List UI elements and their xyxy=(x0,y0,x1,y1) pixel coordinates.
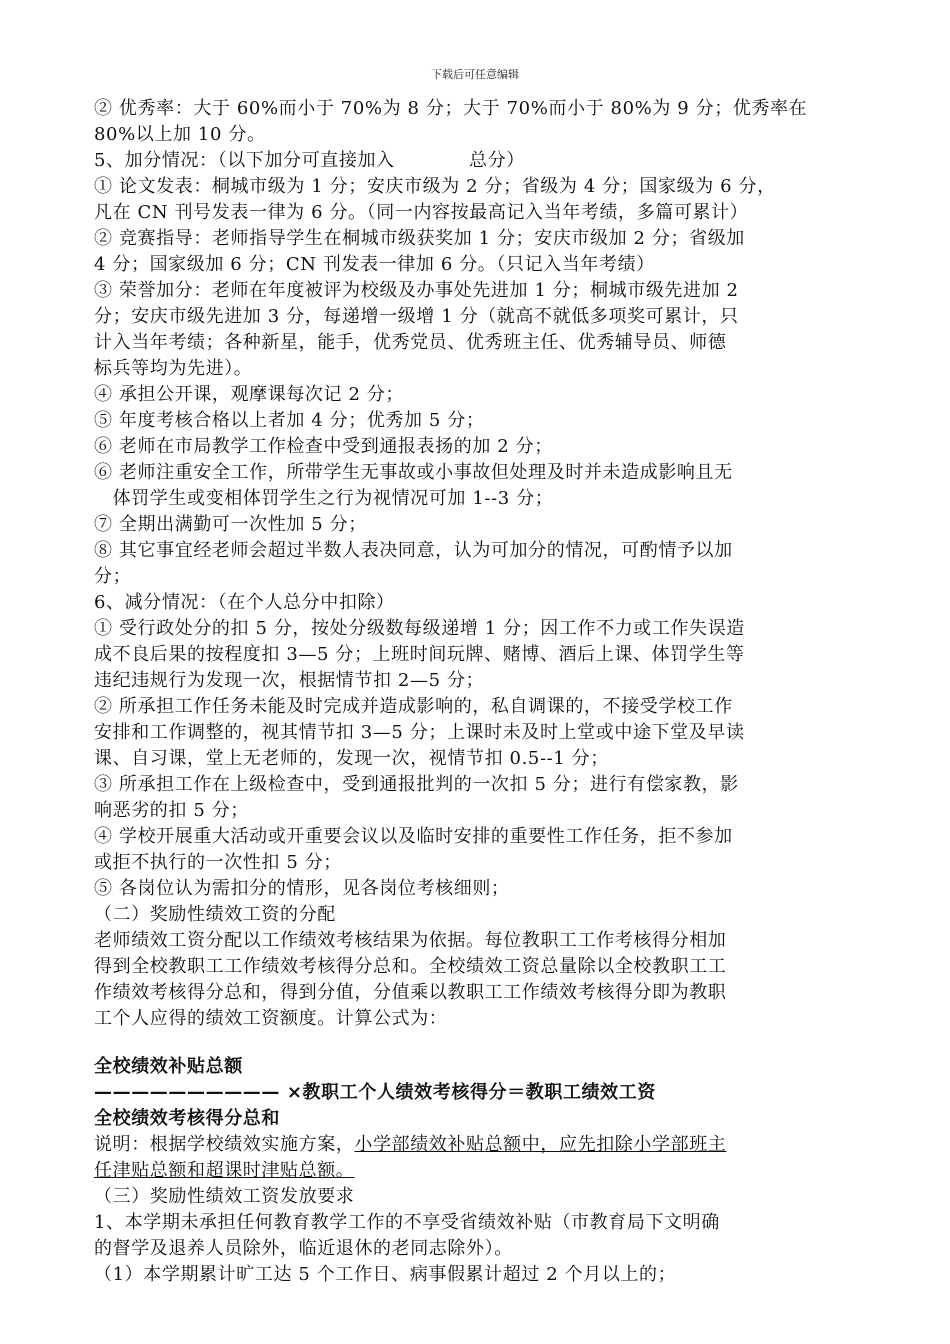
text-line: 违纪违规行为发现一次，根据情节扣 2—5 分； xyxy=(94,670,485,691)
text-line: ⑧ 其它事宜经老师会超过半数人表决同意，认为可加分的情况，可酌情予以加 xyxy=(94,540,733,561)
text-line: 得到全校教职工工作绩效考核得分总和。全校绩效工资总量除以全校教职工工 xyxy=(94,956,727,977)
text-line: 课、自习课，堂上无老师的，发现一次，视情节扣 0.5--1 分； xyxy=(94,748,609,769)
text-line: 作绩效考核得分总和，得到分值，分值乘以教职工工作绩效考核得分即为教职 xyxy=(94,982,727,1003)
text-line: 4 分；国家级加 6 分；CN 刊发表一律加 6 分。（只记入当年考绩） xyxy=(94,254,655,275)
text-line: ② 所承担工作任务未能及时完成并造成影响的，私自调课的，不接受学校工作 xyxy=(94,696,733,717)
text-line: （1）本学期累计旷工达 5 个工作日、病事假累计超过 2 个月以上的； xyxy=(94,1264,677,1285)
note-underlined-text: 任津贴总额和超课时津贴总额。 xyxy=(94,1160,355,1181)
text-line: 工个人应得的绩效工资额度。计算公式为： xyxy=(94,1008,448,1029)
note-underlined-text: 小学部绩效补贴总额中，应先扣除小学部班主 xyxy=(354,1134,727,1155)
text-line: 响恶劣的扣 5 分； xyxy=(94,800,249,821)
note-prefix: 说明：根据学校绩效实施方案， xyxy=(94,1134,355,1155)
text-line: 成不良后果的按程度扣 3—5 分；上班时间玩牌、赌博、酒后上课、体罚学生等 xyxy=(94,644,745,665)
text-line: 的督学及退养人员除外，临近退休的老同志除外）。 xyxy=(94,1238,513,1259)
text-line: 凡在 CN 刊号发表一律为 6 分。（同一内容按最高记入当年考绩，多篇可累计） xyxy=(94,202,749,223)
document-body xyxy=(94,96,864,1288)
spacer xyxy=(94,1032,864,1054)
page-header: 下载后可任意编辑 xyxy=(431,68,519,81)
text-line: ③ 荣誉加分：老师在年度被评为校级及办事处先进加 1 分；桐城市级先进加 2 xyxy=(94,280,739,301)
note-line xyxy=(94,1132,864,1158)
text-line: ⑥ 老师在市局教学工作检查中受到通报表扬的加 2 分； xyxy=(94,436,553,457)
section-heading: 6、减分情况：（在个人总分中扣除） xyxy=(94,592,395,613)
formula-numerator: 全校绩效补贴总额 xyxy=(94,1056,243,1077)
text-line: 分； xyxy=(94,566,132,587)
text-line: 安排和工作调整的，视其情节扣 3—5 分；上课时未及时上堂或中途下堂及早读 xyxy=(94,722,745,743)
text-line: 标兵等均为先进）。 xyxy=(94,358,253,379)
text-line: ③ 所承担工作在上级检查中，受到通报批判的一次扣 5 分；进行有偿家教，影 xyxy=(94,774,739,795)
text-line: 分；安庆市级先进加 3 分，每递增一级增 1 分（就高不就低多项奖可累计，只 xyxy=(94,306,739,327)
text-line: ① 受行政处分的扣 5 分，按处分级数每级递增 1 分；因工作不力或工作失误造 xyxy=(94,618,745,639)
text-line: ⑦ 全期出满勤可一次性加 5 分； xyxy=(94,514,367,535)
text-line: ⑥ 老师注重安全工作，所带学生无事故或小事故但处理及时并未造成影响且无 xyxy=(94,462,733,483)
formula-bar-line: —————————— ×教职工个人绩效考核得分＝教职工绩效工资 xyxy=(94,1082,656,1103)
text-line: 体罚学生或变相体罚学生之行为视情况可加 1--3 分； xyxy=(94,488,554,509)
text-line: 1、本学期未承担任何教育教学工作的不享受省绩效补贴（市教育局下文明确 xyxy=(94,1212,720,1233)
text-line: ④ 承担公开课，观摩课每次记 2 分； xyxy=(94,384,405,405)
text-line: ⑤ 各岗位认为需扣分的情形，见各岗位考核细则； xyxy=(94,878,510,899)
text-line: ⑤ 年度考核合格以上者加 4 分；优秀加 5 分； xyxy=(94,410,485,431)
formula-denominator: 全校绩效考核得分总和 xyxy=(94,1108,280,1129)
text-line: ② 竞赛指导：老师指导学生在桐城市级获奖加 1 分；安庆市级加 2 分；省级加 xyxy=(94,228,745,249)
section-heading: 5、加分情况：（以下加分可直接加入 总分） xyxy=(94,150,525,171)
section-heading: （二）奖励性绩效工资的分配 xyxy=(94,904,336,925)
text-line: ④ 学校开展重大活动或开重要会议以及临时安排的重要性工作任务，拒不参加 xyxy=(94,826,733,847)
section-heading: （三）奖励性绩效工资发放要求 xyxy=(94,1186,355,1207)
text-line: 老师绩效工资分配以工作绩效考核结果为依据。每位教职工工作考核得分相加 xyxy=(94,930,727,951)
text-line: 80%以上加 10 分。 xyxy=(94,124,266,145)
text-line: ① 论文发表：桐城市级为 1 分；安庆市级为 2 分；省级为 4 分；国家级为 6 分， xyxy=(94,176,776,197)
text-line: 或拒不执行的一次性扣 5 分； xyxy=(94,852,342,873)
note-line xyxy=(94,1158,864,1184)
text-line: ② 优秀率：大于 60%而小于 70%为 8 分；大于 70%而小于 80%为 9 分；优秀率在 xyxy=(94,98,808,119)
text-line: 计入当年考绩；各种新星，能手，优秀党员、优秀班主任、优秀辅导员、师德 xyxy=(94,332,727,353)
